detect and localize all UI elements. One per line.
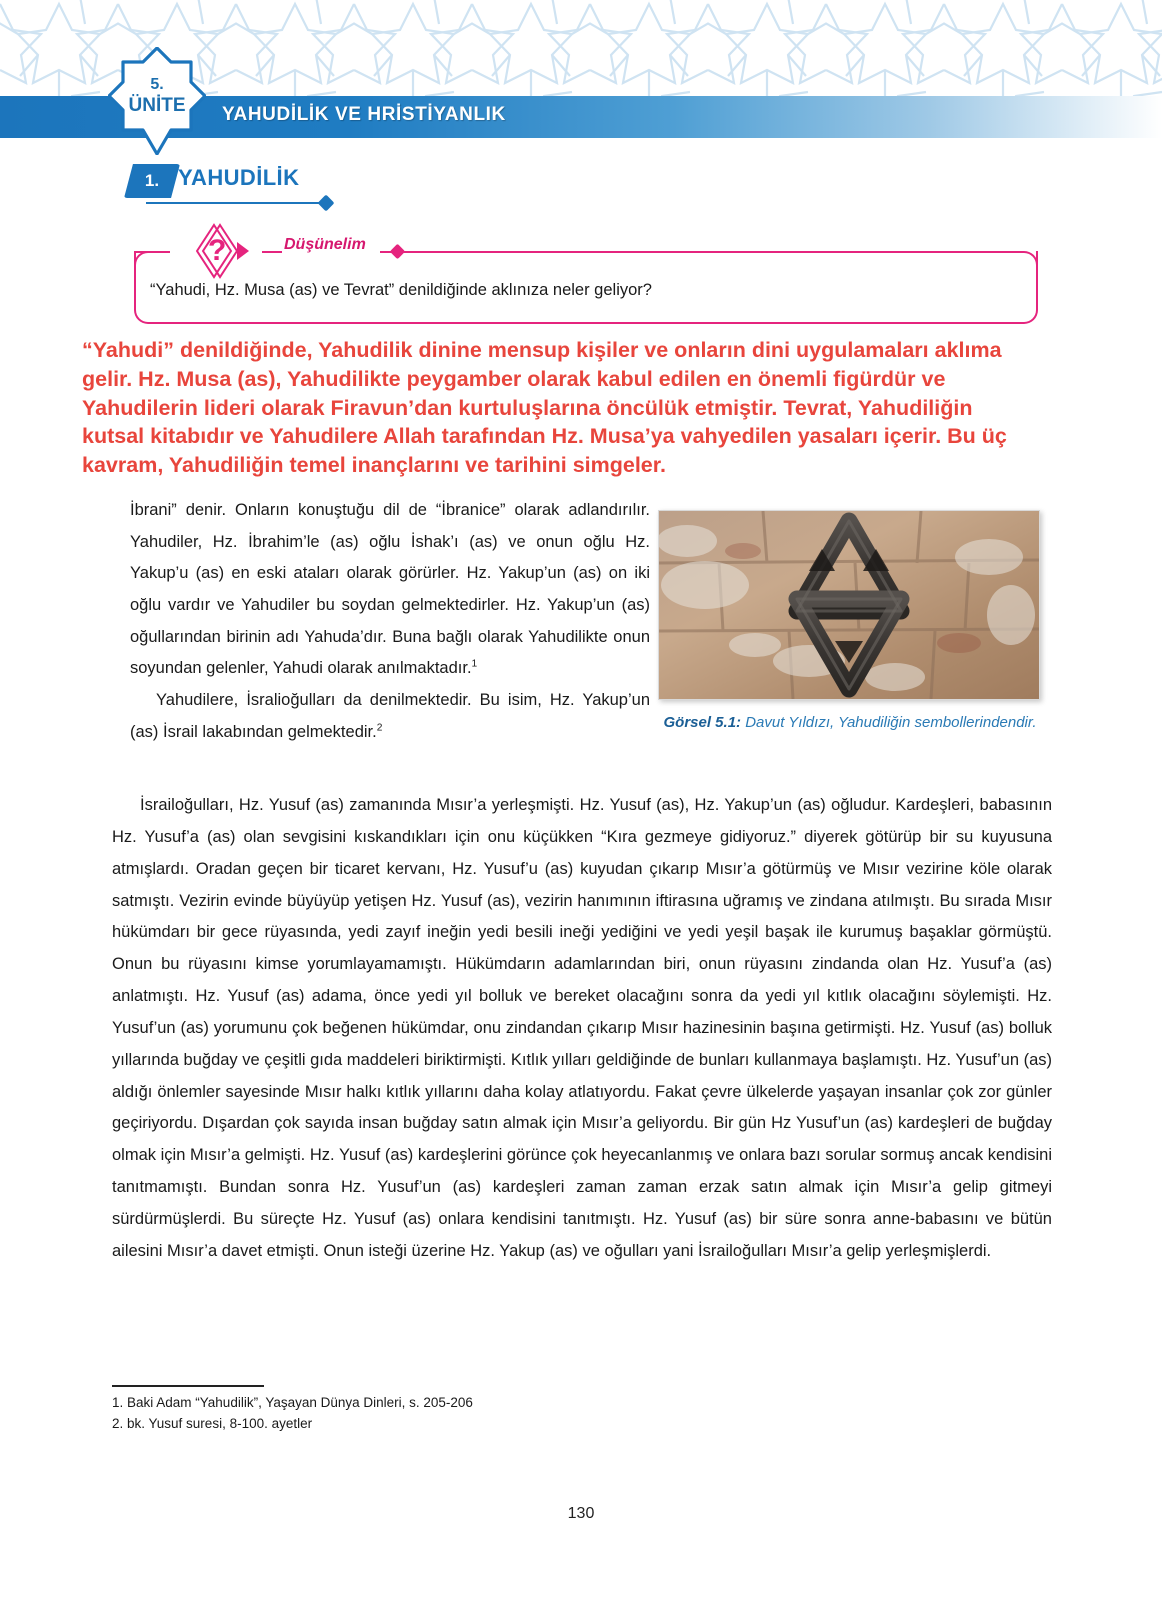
think-box — [134, 251, 1038, 324]
footnote-ref-2: 2 — [376, 722, 383, 734]
column-paragraph-1: İbrani” denir. Onların konuştuğu dil de “İbranice” olarak adlandırılır. Yahudiler, Hz. İbrahim’le (as) oğlu İshak’ı (as) ve onun oğlu Hz. Yakup’u (as) en eski ataları olarak görürler. Hz. Yakup’un (as) on iki oğlu vardır ve Yahudiler bu soydan gelmektedirler. Hz. Yakup’un (as) oğullarından birinin adı Yahuda’dır. Buna bağlı olarak Yahudilikte onun soyundan gelenler, Yahudi olarak anılmaktadır.$^1$ — [130, 501, 650, 678]
think-question: “Yahudi, Hz. Musa (as) ve Tevrat” denildiğinde aklınıza neler geliyor? — [150, 281, 652, 299]
page-number: 130 — [567, 1505, 595, 1522]
unit-number: 5. — [150, 76, 164, 93]
section-number: 1. — [144, 171, 160, 190]
think-box-top-right-rule — [402, 251, 1022, 253]
section-title: YAHUDİLİK — [178, 165, 300, 190]
footnote-2: 2. bk. Yusuf suresi, 8-100. ayetler — [112, 1415, 313, 1431]
unit-title: YAHUDİLİK VE HRİSTİYANLIK — [222, 104, 506, 125]
footnote-ref-1: 1 — [471, 658, 478, 670]
figure-caption-text: Davut Yıldızı, Yahudiliğin sembollerindendir. — [745, 714, 1037, 731]
footnote-1: 1. Baki Adam “Yahudilik”, Yaşayan Dünya Dinleri, s. 205-206 — [112, 1395, 473, 1410]
footnote-divider — [112, 1385, 264, 1387]
svg-text:?: ? — [208, 234, 227, 267]
body-paragraph: İsrailoğulları, Hz. Yusuf (as) zamanında Mısır’a yerleşmişti. Hz. Yusuf (as), Hz. Yakup’un (as) oğludur. Kardeşleri, babasının Hz. Yusuf’a (as) olan sevgisini kıskandıkları için onu küçükken “Kıra gezmeye gidiyoruz.” diyerek götürüp bir su kuyusuna atmışlardı. Oradan geçen bir ticaret kervanı, Hz. Yusuf’u (as) kuyudan çıkarıp Mısır’a götürmüş ve Mısır vezirine köle olarak satmıştı. Vezirin evinde büyüyüp yetişen Hz. Yusuf (as), vezirin hanımının iftirasına uğramış ve zindana atılmıştı. Bu sırada Mısır hükümdarı bir gece rüyasında, yedi zayıf ineğin yedi besili ineği yediğini ve yedi yeşil başak ile kurumuş başaklar görmüştü. Onun bu rüyasını kimse yorumlayamamıştı. Hükümdarın adamlarından biri, onun rüyasını zindanda olan Hz. Yusuf’a (as) anlatmıştı. Hz. Yusuf (as) adama, önce yedi yıl bolluk ve bereket olacağını sonra da yedi yıl kıtlık olacağını söylemişti. Hz. Yusuf’un (as) yorumunu çok beğenen hükümdar, onu zindandan çıkarıp Mısır hazinesinin başına getirmişti. Hz. Yusuf (as) bolluk yıllarında buğday ve çeşitli gıda maddeleri biriktirmişti. Kıtlık yılları geldiğinde de bunları kullanmaya başlamıştı. Hz. Yusuf’un (as) aldığı önlemler sayesinde Mısır halkı kıtlık yıllarını daha kolay atlatıyordu. Fakat çevre ülkelerde yaşayan insanlar çok zor günler geçiriyordu. Dışardan çok sayıda insan buğday satın almak için Mısır’a geliyordu. Bir gün Hz Yusuf’un (as) kardeşleri de buğday olmak için Mısır’a gelmişti. Hz. Yusuf (as) kardeşlerini görünce çok heyecanlanmış ve onlara bazı sorular sormuş ancak kendisini tanıtmamıştı. Bundan sonra Hz. Yusuf’un (as) kardeşleri zaman zaman erzak satın almak için Mısır’a gelip gitmeyi sürdürmüşlerdi. Bu süreçte Hz. Yusuf (as) onlara kendisini tanıtmıştı. Hz. Yusuf (as) bir süre sonra anne-babasını ve bütün ailesini Mısır’a davet etmişti. Onun isteği üzerine Hz. Yakup (as) ve oğulları yani İsrailoğulları Mısır’a gelip yerleşmişlerdi. — [112, 796, 1053, 1260]
unit-number-badge — [108, 47, 206, 155]
figure-label: Görsel 5.1: — [663, 714, 742, 731]
think-box-top-left-rule — [134, 251, 170, 253]
section-underline-dot-icon — [318, 195, 335, 212]
figure-image — [658, 510, 1040, 700]
handwritten-answer-overlay: “Yahudi” denildiğinde, Yahudilik dinine mensup kişiler ve onların dini uygulamaları aklıma gelir. Hz. Musa (as), Yahudilikte peygamber olarak kabul edilen en önemli figürdür ve Yahudilerin lideri olarak Firavun’dan kurtuluşlarına öncülük etmiştir. Tevrat, Yahudiliğin kutsal kitabıdır ve Yahudilere Allah tarafından Hz. Musa’ya vahyedilen yasaları içerir. Bu üç kavram, Yahudiliğin temel inançlarını ve tarihini simgeler. — [82, 332, 1030, 482]
column-paragraph-2: Yahudilere, İsralioğulları da denilmektedir. Bu isim, Hz. Yakup’un (as) İsrail lakabından gelmektedir.$^2$ — [130, 691, 650, 741]
section-underline — [146, 202, 324, 204]
question-mark-icon — [196, 222, 256, 280]
think-label: Düşünelim — [284, 236, 366, 253]
figure-caption — [650, 712, 1050, 734]
unit-word: ÜNİTE — [128, 95, 186, 116]
think-label-dash-left — [262, 251, 282, 253]
left-column-text — [130, 495, 650, 748]
main-body-text — [112, 790, 1052, 1268]
footnotes — [112, 1393, 812, 1435]
